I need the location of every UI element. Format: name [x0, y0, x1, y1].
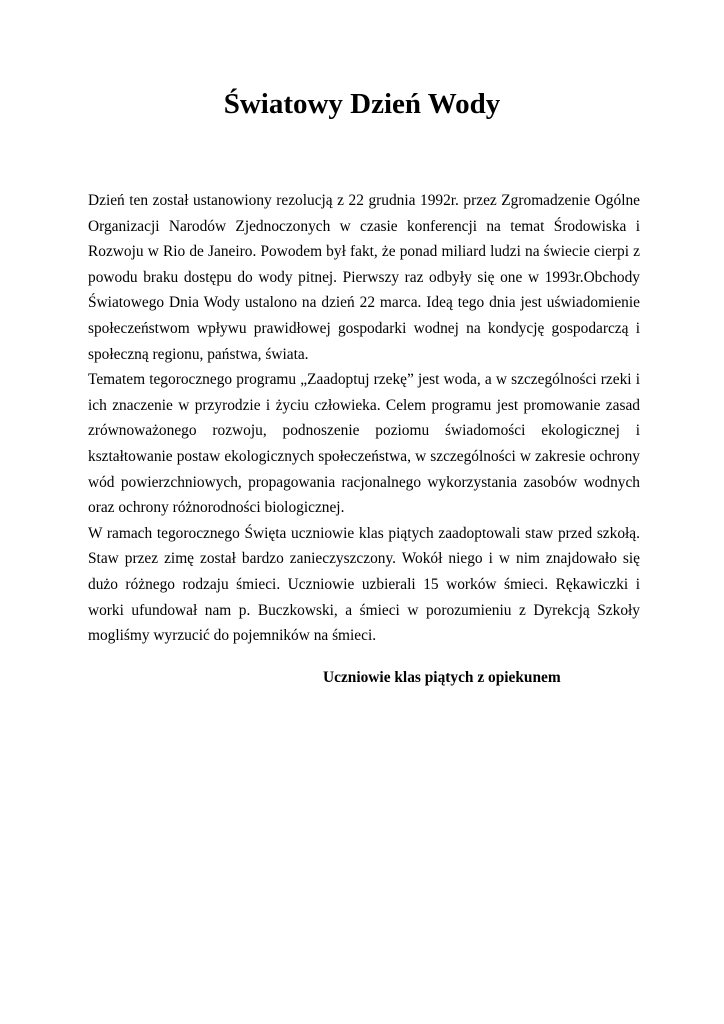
paragraph-world-water-day: Dzień ten został ustanowiony rezolucją z 22 grudnia 1992r. przez Zgromadzenie Ogólne Organizacji Narodów Zjednoczonych w czasie konferencji na temat Środowiska i Rozwoju w Rio de Janeiro. Powodem był fakt, że ponad miliard ludzi na świecie cierpi z powodu braku dostępu do wody pitnej. Pierwszy raz odbyły się one w 1993r.Obchody Światowego Dnia Wody ustalono na dzień 22 marca. Ideą tego dnia jest uświadomienie społeczeństwom wpływu prawidłowej gospodarki wodnej na kondycję gospodarczą i społeczną regionu, państwa, świata. [88, 192, 640, 363]
document-body [88, 188, 640, 649]
paragraph-program-theme: Tematem tegorocznego programu „Zaadoptuj rzekę” jest woda, a w szczególności rzeki i ich znaczenie w przyrodzie i życiu człowieka. Celem programu jest promowanie zasad zrównoważonego rozwoju, podnoszenie poziomu świadomości ekologicznej i kształtowanie postaw ekologicznych społeczeństwa, w szczególności w zakresie ochrony wód powierzchniowych, propagowania racjonalnego wykorzystania zasobów wodnych oraz ochrony różnorodności biologicznej. [88, 371, 640, 517]
document-title: Światowy Dzień Wody [223, 88, 501, 120]
paragraph-pond-cleanup: W ramach tegorocznego Święta uczniowie klas piątych zaadoptowali staw przed szkołą. Staw przez zimę został bardzo zanieczyszczony. Wokół niego i w nim znajdowało się dużo różnego rodzaju śmieci. Uczniowie uzbierali 15 worków śmieci. Rękawiczki i worki ufundował nam p. Buczkowski, a śmieci w porozumieniu z Dyrekcją Szkoły mogliśmy wyrzucić do pojemników na śmieci. [88, 524, 640, 645]
signature: Uczniowie klas piątych z opiekunem [323, 669, 561, 686]
